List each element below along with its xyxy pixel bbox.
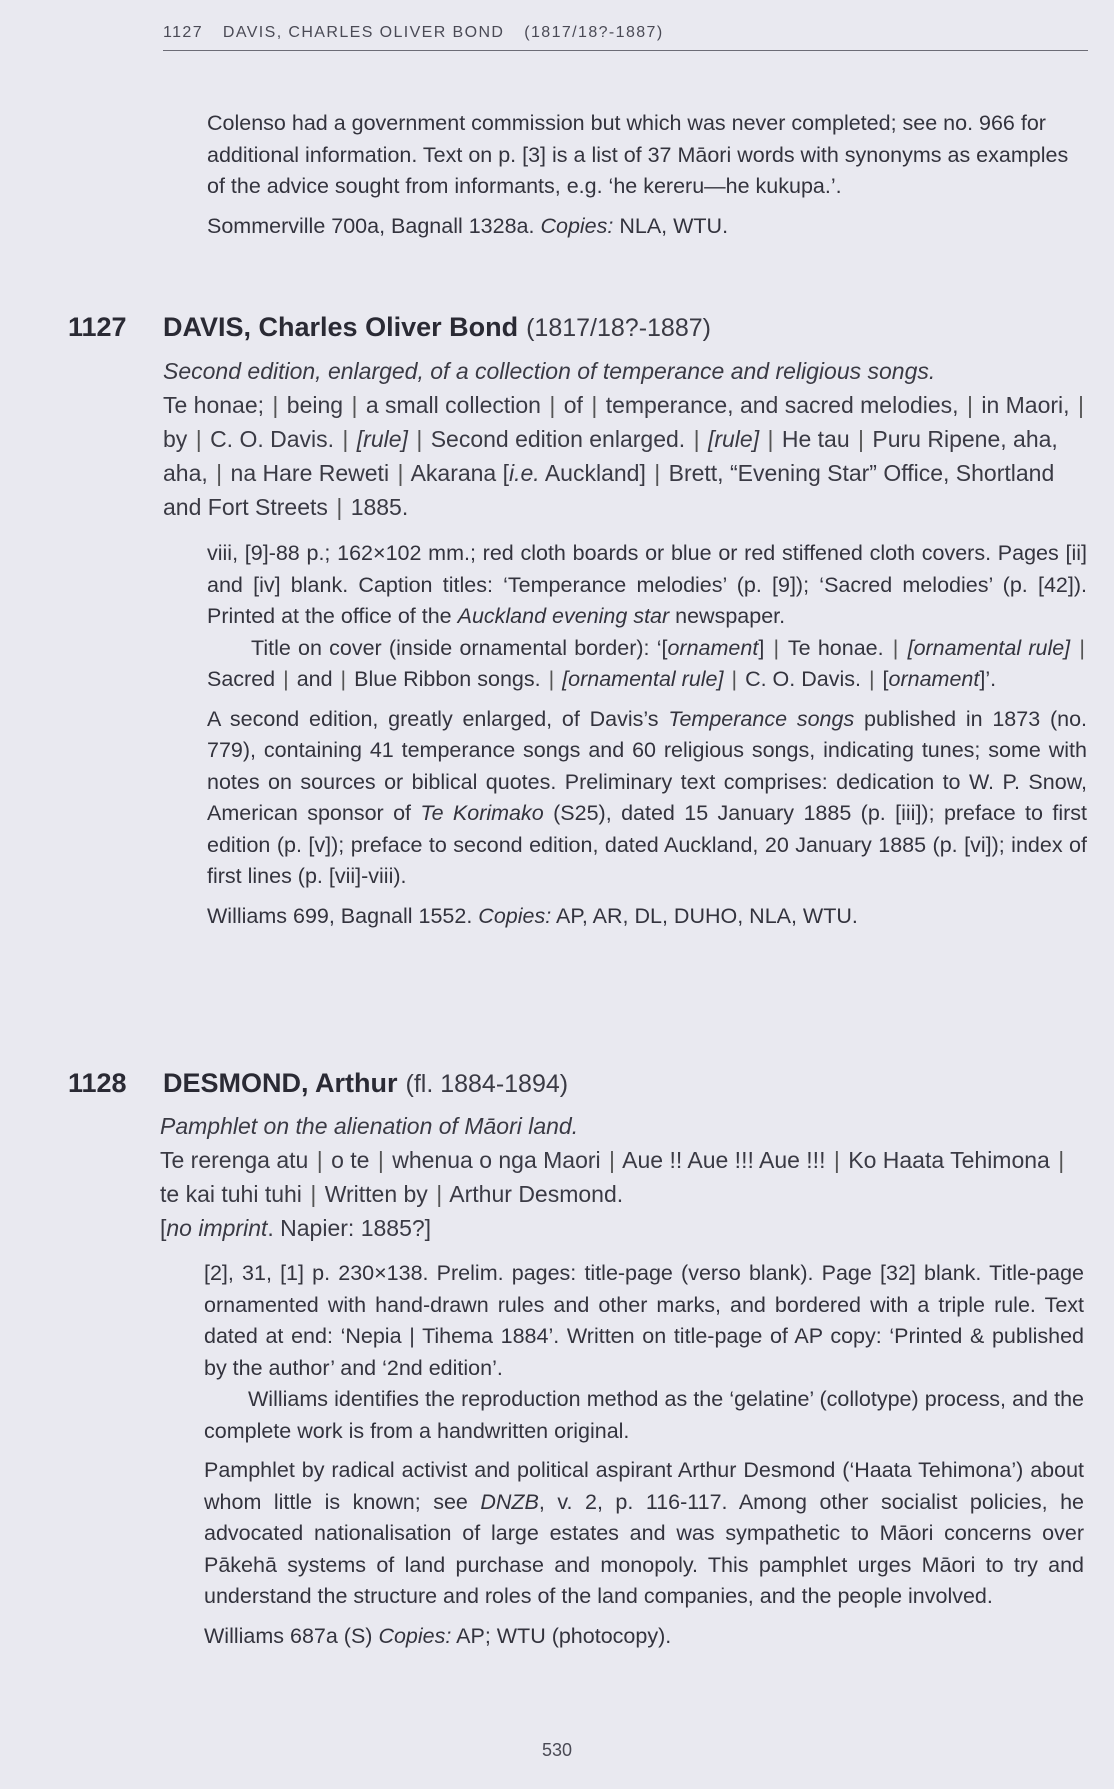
entry-transcription: Te rerenga atu | o te | whenua o nga Maori | Aue !! Aue !!! Aue !!! | Ko Haata Tehimona | te kai tuhi tuhi | Written by | Arthur Desmond. — [160, 1147, 1065, 1207]
continuation-copies: NLA, WTU. — [619, 213, 729, 238]
title-segment: Written by — [324, 1181, 428, 1207]
entry-subtitle: Pamphlet on the alienation of Māori land. — [160, 1113, 579, 1139]
entry-1128-heading — [68, 1068, 568, 1099]
title-segment: na Hare Reweti — [230, 460, 390, 486]
entry-number: 1127 — [68, 312, 127, 342]
entry-transcription: Te honae; | being | a small collection | of | temperance, and sacred melodies, | in Maori, | by | C. O. Davis. | [rule] | Second edition enlarged. | [rule] | He tau | Puru Ripene, aha, aha, | na Hare Reweti | Akarana [i.e. Auckland] | Brett, “Evening Star” Office, Shortland and Fort Streets | 1885. — [163, 392, 1084, 520]
running-head-name: DAVIS, CHARLES OLIVER BOND — [222, 24, 505, 41]
running-head-number: 1127 — [163, 24, 204, 41]
entry-dates: (fl. 1884-1894) — [405, 1070, 569, 1098]
title-segment: Puru Ripene, aha, aha, — [163, 426, 1058, 486]
running-head-dates: (1817/18?-1887) — [524, 24, 664, 41]
title-segment: te kai tuhi tuhi — [160, 1181, 302, 1207]
entry-dates: (1817/18?-1887) — [526, 314, 711, 342]
entry-subtitle: Second edition, enlarged, of a collection of temperance and religious songs. — [163, 358, 936, 384]
entry-refs: Williams 687a (S) — [204, 1623, 373, 1648]
title-segment: o te — [331, 1147, 370, 1173]
title-segment: by — [163, 426, 188, 452]
title-segment: 1885. — [350, 494, 409, 520]
title-segment: whenua o nga Maori — [392, 1147, 601, 1173]
title-segment: [rule] — [356, 426, 408, 452]
title-segment: Arthur Desmond. — [449, 1181, 624, 1207]
title-segment: Ko Haata Tehimona — [848, 1147, 1050, 1173]
running-head — [163, 24, 1088, 51]
reproduction-note: Williams identifies the reproduction method as the ‘gelatine’ (collotype) process, and the complete work is from a handwritten original. — [204, 1387, 1084, 1443]
continuation-refs-line — [207, 211, 1087, 243]
title-segment: being — [286, 392, 344, 418]
title-segment: temperance, and sacred melodies, — [605, 392, 959, 418]
entry-1127-heading — [68, 312, 711, 343]
title-segment: [rule] — [707, 426, 760, 452]
entry-copies-label: Copies: — [378, 1623, 452, 1648]
entry-1128-description — [204, 1258, 1084, 1652]
physical-description: viii, [9]-88 p.; 162×102 mm.; red cloth boards or blue or red stiffened cloth covers. Pages [ii] and [iv] blank. Caption titles: ‘Temperance melodies’ (p. [9]); ‘Sacred melodies’ (p. [42]). Printed at the office of the Auckland evening star newspaper. — [207, 541, 1087, 628]
entry-note: Pamphlet by radical activist and political aspirant Arthur Desmond (‘Haata Tehimona’) about whom little is known; see DNZB, v. 2, p. 116-117. Among other socialist policies, he advocated nationalisation of large estates and was sympathetic to Māori concerns over Pākehā systems of land purchase and monopoly. This pamphlet urges Māori to try and understand the structure and roles of the land companies, and the people involved. — [204, 1458, 1085, 1608]
continuation-copies-label: Copies: — [540, 213, 614, 238]
entry-name: DESMOND, Arthur — [163, 1068, 398, 1098]
title-segment: Aue !! Aue !!! Aue !!! — [622, 1147, 826, 1173]
entry-copies: AP; WTU (photocopy). — [456, 1623, 672, 1648]
entry-1127-description — [207, 538, 1087, 932]
entry-note: A second edition, greatly enlarged, of Davis’s Temperance songs published in 1873 (no. 779), containing 41 temperance songs and 60 religious songs, indicating tunes; some with notes on sources or biblical quotes. Preliminary text comprises: dedication to W. P. Snow, American sponsor of Te Korimako (S25), dated 15 January 1885 (p. [iii]); preface to first edition (p. [v]); preface to second edition, dated Auckland, 20 January 1885 (p. [vi]); index of first lines (p. [vii]-viii). — [207, 706, 1088, 888]
continuation-block — [207, 108, 1087, 242]
title-segment: in Maori, — [981, 392, 1070, 418]
title-segment: C. O. Davis. — [210, 426, 335, 452]
title-segment: He tau — [781, 426, 850, 452]
entry-name: DAVIS, Charles Oliver Bond — [163, 312, 519, 342]
title-segment: a small collection — [365, 392, 541, 418]
entry-refs-line — [207, 901, 1087, 933]
title-segment: Te rerenga atu — [160, 1147, 309, 1173]
title-segment: i.e. — [509, 460, 540, 486]
entry-copies: AP, AR, DL, DUHO, NLA, WTU. — [556, 903, 858, 928]
title-segment: Brett, “Evening Star” Office, Shortland and Fort Streets — [163, 460, 1055, 520]
title-segment: of — [563, 392, 583, 418]
entry-imprint: [no imprint. Napier: 1885?] — [160, 1215, 432, 1241]
entry-1127-title-block — [163, 354, 1088, 524]
entry-refs: Williams 699, Bagnall 1552. — [207, 903, 473, 928]
cover-title: Title on cover (inside ornamental border): ‘[ornament] | Te honae. | [ornamental rule] | Sacred | and | Blue Ribbon songs. | [ornamental rule] | C. O. Davis. | [ornament]’. — [207, 635, 1085, 691]
entry-refs-line — [204, 1621, 1084, 1653]
entry-copies-label: Copies: — [478, 903, 552, 928]
physical-description: [2], 31, [1] p. 230×138. Prelim. pages: title-page (verso blank). Page [32] blank. Title-page ornamented with hand-drawn rules and other marks, and bordered with a triple rule. Text dated at end: ‘Nepia | Tihema 1884’. Written on title-page of AP copy: ‘Printed & published by the author’ and ‘2nd edition’. — [204, 1261, 1084, 1380]
title-segment: Second edition enlarged. — [430, 426, 686, 452]
page-number: 530 — [541, 1740, 573, 1760]
entry-number: 1128 — [68, 1068, 127, 1098]
title-segment: Auckland] — [539, 460, 646, 486]
continuation-refs: Sommerville 700a, Bagnall 1328a. — [207, 213, 535, 238]
continuation-paragraph: Colenso had a government commission but which was never completed; see no. 966 for additional information. Text on p. [3] is a list of 37 Māori words with synonyms as examples of the advice sought from informants, e.g. ‘he kereru—he kukupa.’. — [207, 111, 1069, 198]
title-segment: Te honae; — [163, 392, 265, 418]
title-segment: Akarana [ — [410, 460, 510, 486]
entry-1128-title-block — [160, 1109, 1085, 1245]
